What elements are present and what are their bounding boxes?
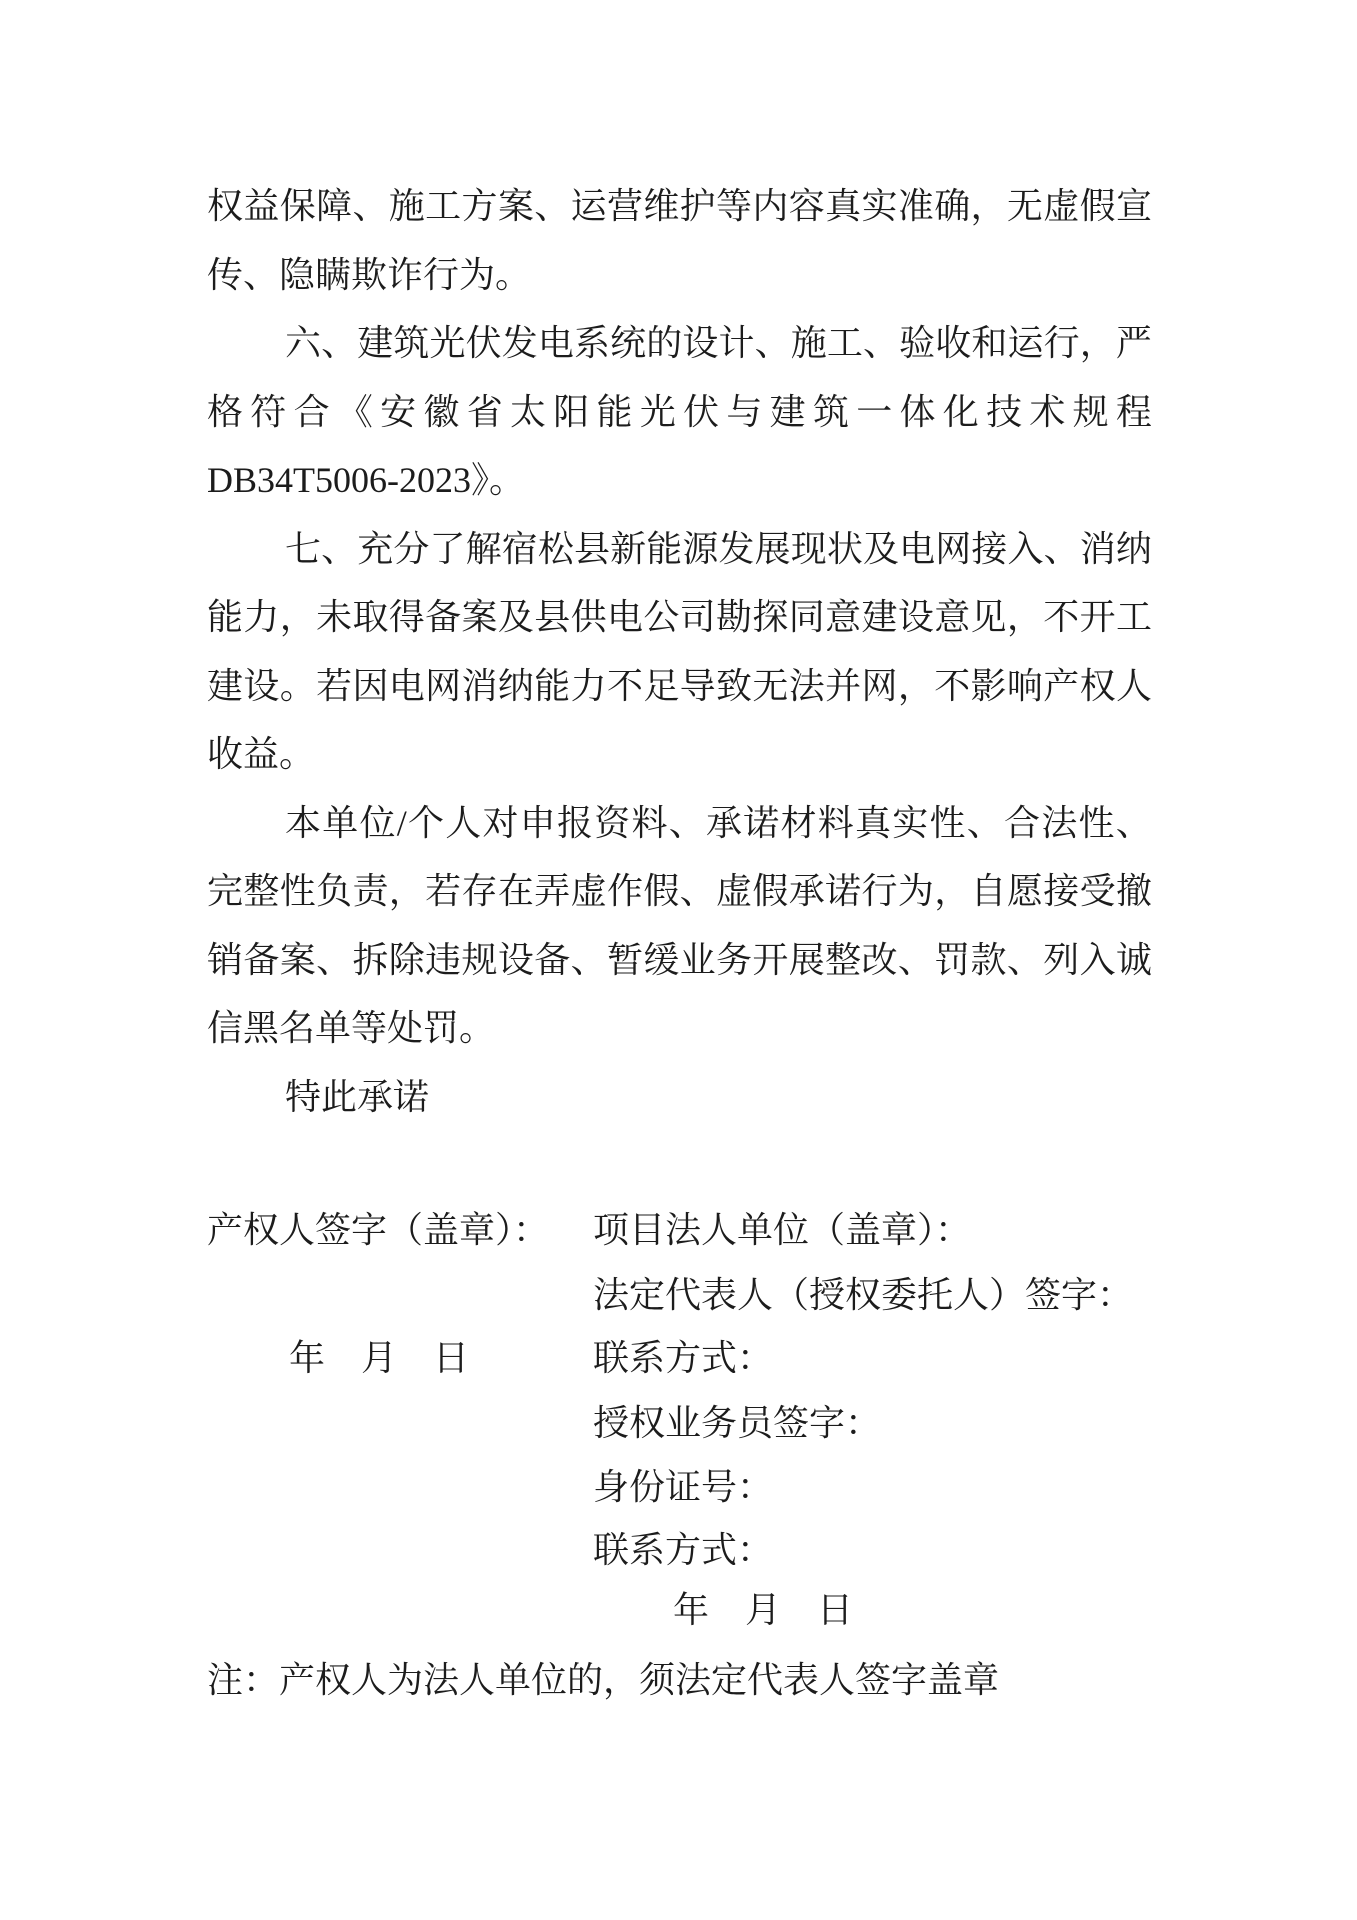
body-line: 传、隐瞒欺诈行为。 <box>207 254 532 295</box>
contact-label-1: 联系方式： <box>593 1338 774 1378</box>
body-line: 建 设 。 若 因 电 网 消 纳 能 力 不 足 导 致 无 法 并 网 ， 不 影 响 产 权 人 <box>207 665 1152 706</box>
body-line: 收益。 <box>207 734 316 774</box>
body-line: 七 、 充 分 了 解 宿 松 县 新 能 源 发 展 现 状 及 电 网 接 入 、 消 纳 <box>285 528 1152 569</box>
body-text-block <box>207 172 1152 1131</box>
body-line: 能 力 ， 未 取 得 备 案 及 县 供 电 公 司 勘 探 同 意 建 设 意 见 ， 不 开 工 <box>207 597 1152 637</box>
footer-note: 注：产权人为法人单位的，须法定代表人签字盖章 <box>207 1660 1000 1700</box>
body-line: DB34T5006-2023》。 <box>207 460 525 500</box>
owner-signature-label: 产权人签字（盖章）： <box>207 1210 550 1250</box>
contact-label-2: 联系方式： <box>593 1530 774 1570</box>
project-unit-seal-label: 项目法人单位（盖章）： <box>593 1210 972 1250</box>
id-number-label: 身份证号： <box>593 1467 774 1507</box>
body-line: 特此承诺 <box>285 1076 430 1117</box>
body-line: 销 备 案 、 拆 除 违 规 设 备 、 暂 缓 业 务 开 展 整 改 、 罚 款 、 列 入 诚 <box>207 939 1152 980</box>
body-line: 格 符 合 《 安 徽 省 太 阳 能 光 伏 与 建 筑 一 体 化 技 术 规 程 <box>207 391 1152 432</box>
body-line: 权 益 保 障 、 施 工 方 案 、 运 营 维 护 等 内 容 真 实 准 确 ， 无 虚 假 宣 <box>207 186 1152 226</box>
body-line: 完 整 性 负 责 ， 若 存 在 弄 虚 作 假 、 虚 假 承 诺 行 为 ， 自 愿 接 受 撤 <box>207 871 1152 911</box>
body-line: 六 、 建 筑 光 伏 发 电 系 统 的 设 计 、 施 工 、 验 收 和 运 行 ， 严 <box>285 323 1152 363</box>
owner-date-line: 年 月 日 <box>289 1338 470 1378</box>
body-line: 本 单 位 / 个 人 对 申 报 资 料 、 承 诺 材 料 真 实 性 、 合 法 性 、 <box>285 802 1152 843</box>
unit-date-line: 年 月 日 <box>673 1590 854 1630</box>
legal-representative-label: 法定代表人（授权委托人）签字： <box>593 1275 1134 1315</box>
authorized-agent-label: 授权业务员签字： <box>593 1403 882 1443</box>
body-line: 信黑名单等处罚。 <box>207 1008 496 1048</box>
